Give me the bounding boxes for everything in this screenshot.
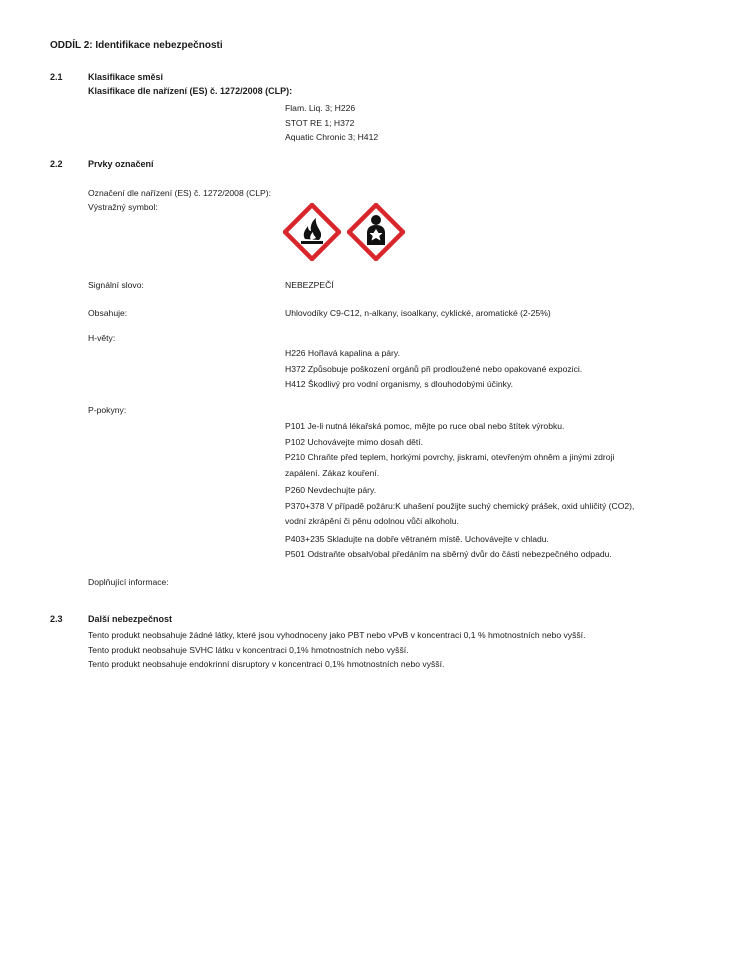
hazard-pictograms [283, 203, 405, 261]
other-hazard-line: Tento produkt neobsahuje SVHC látku v koncentraci 0,1% hmotnostních nebo vyšší. [88, 644, 409, 655]
p-statements-list [285, 419, 634, 563]
signal-word-value: NEBEZPEČÍ [285, 280, 334, 290]
section-title: ODDÍL 2: Identifikace nebezpečnosti [50, 40, 223, 51]
section-2-2-number: 2.2 [50, 159, 63, 169]
health-hazard-pictogram-icon [347, 203, 405, 261]
flame-pictogram-icon [283, 203, 341, 261]
other-hazard-line: Tento produkt neobsahuje žádné látky, které jsou vyhodnoceny jako PBT nebo vPvB v koncentraci 0,1 % hmotnostních nebo vyšší. [88, 630, 586, 640]
p-statement: P102 Uchovávejte mimo dosah dětí. [285, 436, 424, 447]
signal-word-label: Signální slovo: [88, 280, 144, 290]
marking-label: Označení dle nařízení (ES) č. 1272/2008 (CLP): [88, 188, 271, 198]
p-statement: vodní zkrápění či pěnu odolnou vůči alkoholu. [285, 516, 459, 526]
section-2-2-heading: Prvky označení [88, 159, 154, 169]
p-statement: P403+235 Skladujte na dobře větraném místě. Uchovávejte v chladu. [285, 533, 549, 544]
h-statement: H226 Hořlavá kapalina a páry. [285, 348, 400, 358]
section-2-1-heading: Klasifikace směsi [88, 72, 164, 82]
classification-list [285, 101, 378, 145]
p-statement: P101 Je-li nutná lékařská pomoc, mějte po ruce obal nebo štítek výrobku. [285, 421, 565, 431]
classification-subheading: Klasifikace dle nařízení (ES) č. 1272/2008 (CLP): [88, 86, 293, 96]
h-statement: H412 Škodlivý pro vodní organismy, s dlouhodobými účinky. [285, 379, 514, 389]
h-statement: H372 Způsobuje poškození orgánů při prodloužené nebo opakované expozici. [285, 363, 583, 374]
h-statements-list [285, 346, 582, 393]
classification-item: Aquatic Chronic 3; H412 [285, 132, 379, 142]
classification-item: Flam. Liq. 3; H226 [285, 103, 356, 113]
other-hazards-list [88, 628, 585, 672]
contains-value: Uhlovodíky C9-C12, n-alkany, isoalkany, cyklické, aromatické (2-25%) [285, 308, 551, 318]
p-statement: P210 Chraňte před teplem, horkými povrchy, jiskrami, otevřeným ohněm a jinými zdroji [285, 452, 615, 462]
section-2-3-number: 2.3 [50, 614, 63, 624]
section-2-3-heading: Další nebezpečnost [88, 614, 173, 624]
supplementary-label: Doplňující informace: [88, 577, 169, 587]
p-statement: P501 Odstraňte obsah/obal předáním na sběrný dvůr do části nebezpečného odpadu. [285, 549, 612, 559]
p-statements-label: P-pokyny: [88, 405, 127, 415]
h-statements-label: H-věty: [88, 333, 116, 343]
p-statement: zapálení. Zákaz kouření. [285, 467, 380, 478]
p-statement: P260 Nevdechujte páry. [285, 485, 377, 495]
other-hazard-line: Tento produkt neobsahuje endokrinní disruptory v koncentraci 0,1% hmotnostních nebo vyšší. [88, 659, 445, 669]
section-2-1-number: 2.1 [50, 72, 63, 82]
p-statement: P370+378 V případě požáru:K uhašení použijte suchý chemický prášek, oxid uhličitý (CO2), [285, 500, 635, 511]
symbol-label: Výstražný symbol: [88, 202, 158, 212]
contains-label: Obsahuje: [88, 308, 128, 318]
classification-item: STOT RE 1; H372 [285, 117, 355, 128]
